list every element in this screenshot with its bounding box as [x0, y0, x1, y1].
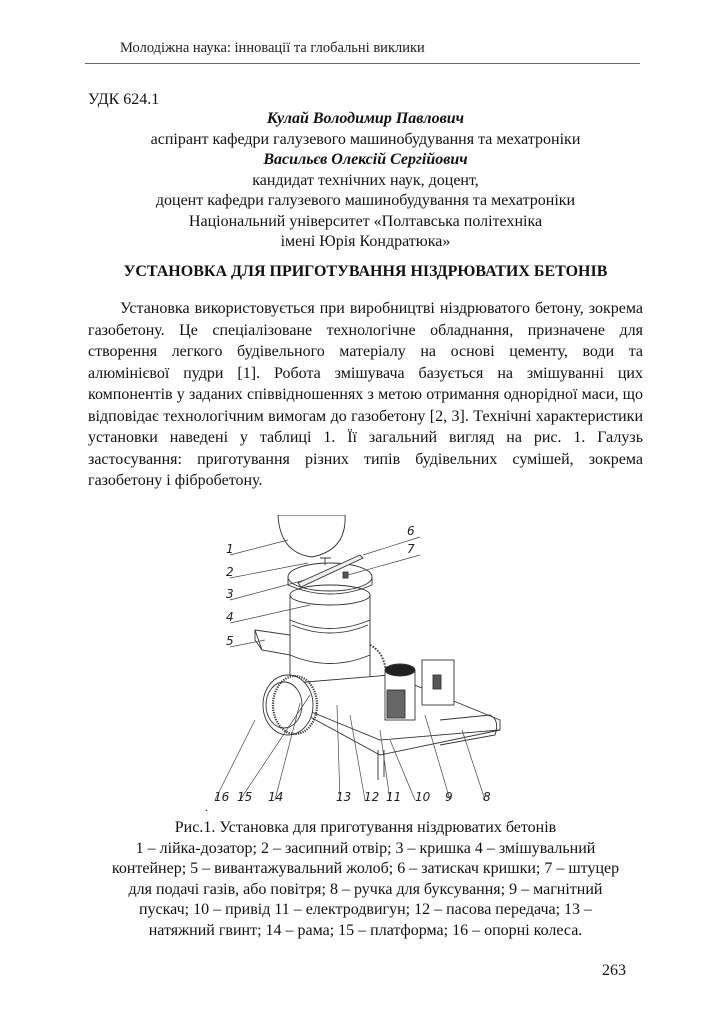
author-name-1: Кулай Володимир Павлович — [266, 110, 465, 127]
header-rule — [85, 63, 640, 64]
caption-title: Рис.1. Установка для приготування ніздрюватих бетонів — [174, 819, 557, 836]
caption-legend-line-3: для подачі газів, або повітря; 8 – ручка для буксування; 9 – магнітний — [128, 880, 603, 898]
part-label-12: 12 — [364, 790, 380, 804]
part-label-7: 7 — [407, 542, 415, 556]
part-label-16: 16 — [214, 790, 230, 804]
part-label-8: 8 — [483, 790, 491, 804]
part-label-5: 5 — [226, 634, 234, 648]
figure-caption — [88, 818, 643, 941]
part-label-2: 2 — [226, 565, 234, 579]
part-label-1: 1 — [226, 542, 234, 556]
part-label-4: 4 — [226, 610, 234, 624]
page-number: 263 — [602, 962, 626, 979]
author-affiliation-2-line-3: Національний університет «Полтавська політехніка — [188, 212, 543, 230]
author-name-2: Васильєв Олексій Сергійович — [263, 151, 468, 168]
part-label-10: 10 — [415, 790, 431, 804]
author-affiliation-1: аспірант кафедри галузевого машинобудування та мехатроніки — [150, 130, 581, 148]
figure-mixer-illustration — [200, 515, 530, 810]
caption-legend-line-4: пускач; 10 – привід 11 – електродвигун; 12 – пасова передача; 13 – — [138, 901, 593, 918]
part-label-6: 6 — [407, 524, 415, 538]
author-affiliation-2-line-1: кандидат технічних наук, доцент, — [252, 171, 479, 189]
author-affiliation-2-line-2: доцент кафедри галузевого машинобудування та мехатроніки — [155, 192, 576, 209]
mixer-drawing — [200, 515, 530, 810]
part-label-11: 11 — [386, 790, 402, 804]
body-paragraph: Установка використовується при виробництві ніздрюватого бетону, зокрема газобетону. Це спеціалізоване технологічне обладнання, призначене для створення легкого будівельного матеріалу на основі цементу, води та алюмінієвої пудри [1]. Робота змішувача базується на змішуванні цих компонентів у заданих співвідношеннях з метою отримання однорідної маси, що відповідає технологічним вимогам до газобетону [2, 3]. Технічні характеристики установки наведені у таблиці 1. Її загальний вигляд на рис. 1. Галузь застосування: приготування різних типів будівельних сумішей, зокрема газобетону і фібробетону. — [88, 300, 643, 489]
caption-legend-line-2: контейнер; 5 – вивантажувальний жолоб; 6 – затискач кришки; 7 – штуцер — [111, 860, 620, 877]
part-label-14: 14 — [268, 790, 284, 804]
running-header: Молодіжна наука: інновації та глобальні виклики — [120, 40, 425, 56]
part-label-15: 15 — [237, 790, 253, 804]
part-label-9: 9 — [445, 790, 453, 804]
figure-stray-dot: . — [205, 800, 208, 814]
part-label-3: 3 — [226, 587, 234, 601]
part-label-13: 13 — [336, 790, 352, 804]
author-block — [88, 109, 643, 253]
author-affiliation-2-line-4: імені Юрія Кондратюка» — [280, 233, 451, 250]
udk-code: УДК 624.1 — [88, 91, 160, 108]
caption-legend-line-5: натяжний гвинт; 14 – рама; 15 – платформа; 16 – опорні колеса. — [148, 921, 583, 939]
caption-legend-line-1: 1 – лійка-дозатор; 2 – засипний отвір; 3 – кришка 4 – змішувальний — [135, 839, 596, 857]
article-title: УСТАНОВКА ДЛЯ ПРИГОТУВАННЯ НІЗДРЮВАТИХ БЕТОНІВ — [123, 263, 608, 280]
